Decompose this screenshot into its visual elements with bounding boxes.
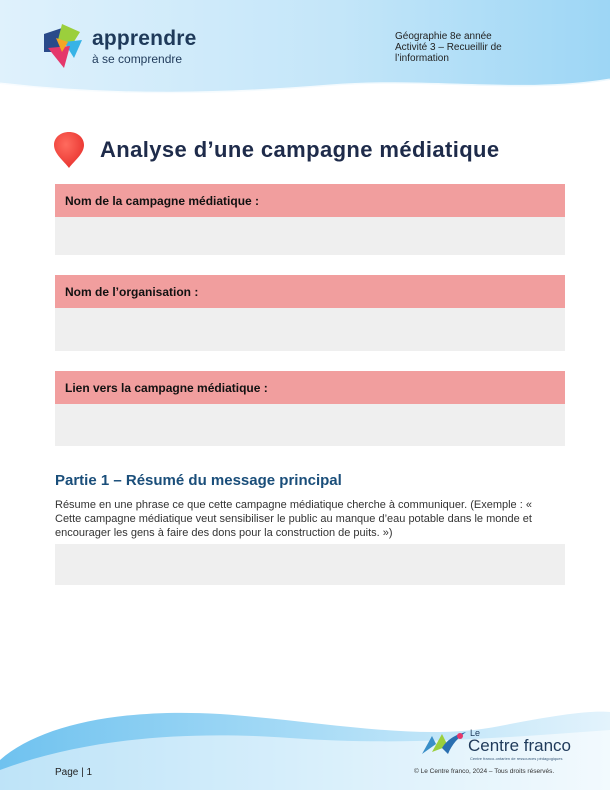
organization-name-field[interactable] [55, 308, 565, 351]
campaign-link-field[interactable] [55, 404, 565, 446]
footer-brand-le: Le [470, 728, 481, 738]
page-title: Analyse d’une campagne médiatique [100, 137, 500, 162]
part1-heading: Partie 1 – Résumé du message principal [55, 472, 342, 489]
footer-brand-name: Centre franco [468, 736, 571, 755]
page-number: Page | 1 [55, 767, 93, 778]
part1-answer-field[interactable] [55, 544, 565, 585]
campaign-name-field[interactable] [55, 217, 565, 255]
map-pin-icon [52, 131, 86, 169]
apprendre-logo-icon [40, 22, 86, 70]
footer-brand-tagline: Centre franco-ontarien de ressources pédagogiques [470, 756, 563, 761]
organization-name-label: Nom de l’organisation : [55, 275, 565, 308]
campaign-link-label: Lien vers la campagne médiatique : [55, 371, 565, 404]
course-info [395, 31, 535, 64]
activity-title: Activité 3 – Recueillir de l’information [395, 42, 502, 64]
part1-instructions: Résume en une phrase ce que cette campagne médiatique cherche à communiquer. (Exemple : « Cette campagne médiatique veut sensibiliser le public au manque d’eau potable dans le monde et encourager les gens à faire des dons pour la construction de puits. ») [55, 499, 532, 539]
campaign-name-label: Nom de la campagne médiatique : [55, 184, 565, 217]
centre-franco-logo-icon [420, 728, 468, 758]
course-subject: Géographie 8e année [395, 31, 492, 42]
brand-name: apprendre [92, 27, 197, 50]
copyright-notice: © Le Centre franco, 2024 – Tous droits réservés. [414, 768, 555, 775]
brand-tagline: à se comprendre [92, 52, 183, 66]
